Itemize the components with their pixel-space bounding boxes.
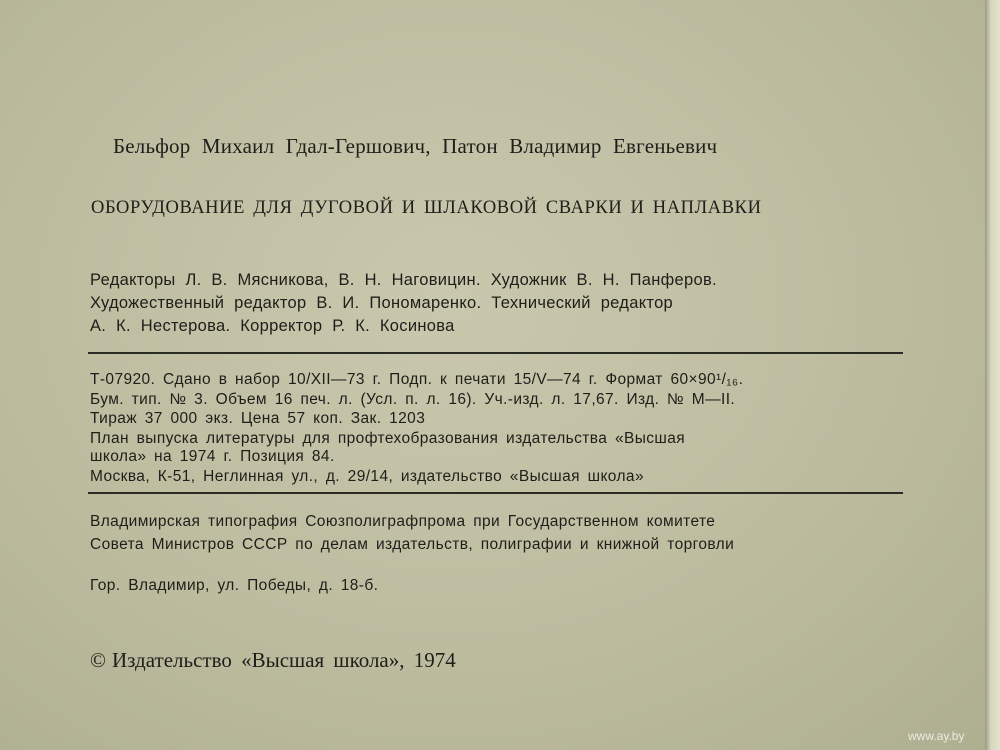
imprint-line-4: План выпуска литературы для профтехобразования издательства «Высшая [90,430,686,447]
book-title: ОБОРУДОВАНИЕ ДЛЯ ДУГОВОЙ И ШЛАКОВОЙ СВАРКИ И НАПЛАВКИ [91,198,762,218]
imprint-line-1: Т-07920. Сдано в набор 10/XII—73 г. Подп. к печати 15/V—74 г. Формат 60×90¹/₁₆. [90,371,744,388]
copyright-icon: © [90,648,106,672]
credits-line-1: Редакторы Л. В. Мясникова, В. Н. Наговицин. Художник В. Н. Панферов. [90,271,717,289]
imprint-line-5: школа» на 1974 г. Позиция 84. [90,448,335,465]
watermark: www.ay.by [908,729,965,743]
divider-bottom [88,492,903,494]
credits-line-2: Художественный редактор В. И. Пономаренко. Технический редактор [90,294,674,312]
imprint-line-6: Москва, К-51, Неглинная ул., д. 29/14, издательство «Высшая школа» [90,468,644,485]
copyright-text: Издательство «Высшая школа», 1974 [111,648,456,672]
printer-line-3: Гор. Владимир, ул. Победы, д. 18-б. [90,577,379,594]
page-edge [985,0,1000,750]
authors-line: Бельфор Михаил Гдал-Гершович, Патон Владимир Евгеньевич [113,134,718,158]
printer-line-2: Совета Министров СССР по делам издательств, полиграфии и книжной торговли [90,536,735,553]
credits-line-3: А. К. Нестерова. Корректор Р. К. Косинова [90,317,455,335]
imprint-line-3: Тираж 37 000 экз. Цена 57 коп. Зак. 1203 [90,410,426,427]
imprint-line-2: Бум. тип. № 3. Объем 16 печ. л. (Усл. п. л. 16). Уч.-изд. л. 17,67. Изд. № М—II. [90,391,736,408]
divider-top [88,352,903,354]
printer-line-1: Владимирская типография Союзполиграфпрома при Государственном комитете [90,513,716,530]
copyright-line [90,650,456,671]
